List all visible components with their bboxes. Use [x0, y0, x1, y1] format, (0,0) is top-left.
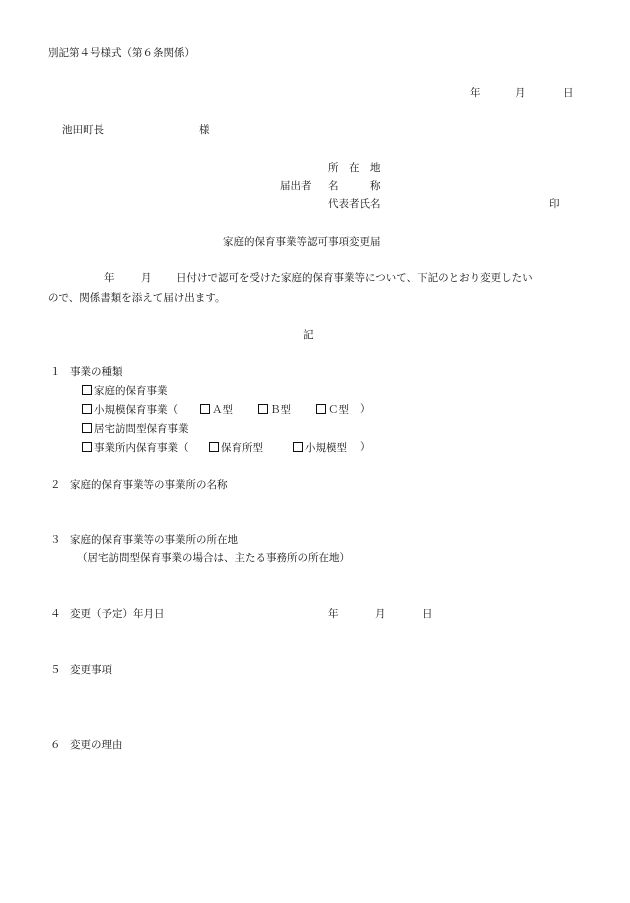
document-title: 家庭的保育事業等認可事項変更届 — [223, 236, 381, 248]
date-month: 月 — [515, 87, 526, 99]
checkbox-small-scale[interactable] — [82, 404, 94, 416]
representative-label: 代表者氏名 — [328, 198, 381, 210]
business-type-option-family — [82, 385, 168, 397]
option-small-scale-label: 小規模保育事業（ — [94, 404, 178, 416]
type-a-label: Ａ型 — [212, 404, 233, 416]
item6-number: ６ — [50, 739, 61, 751]
workplace-type-nursery — [209, 442, 263, 454]
checkbox-home-visit[interactable] — [82, 423, 94, 435]
ki-heading: 記 — [303, 329, 314, 341]
small-type-a — [200, 404, 233, 416]
checkbox-family-care[interactable] — [82, 385, 94, 397]
item4-month: 月 — [375, 608, 386, 620]
type-b-label: Ｂ型 — [270, 404, 291, 416]
body-year: 年 — [104, 272, 115, 284]
item1-label: 事業の種類 — [70, 366, 123, 378]
item4-day: 日 — [422, 608, 433, 620]
option-family-care-label: 家庭的保育事業 — [94, 385, 168, 397]
option-workplace-label: 事業所内保育事業（ — [94, 442, 189, 454]
nursery-type-label: 保育所型 — [221, 442, 263, 454]
business-type-option-workplace — [82, 442, 189, 454]
checkbox-workplace[interactable] — [82, 442, 94, 454]
type-c-label: Ｃ型 — [328, 404, 349, 416]
small-type-c — [316, 404, 349, 416]
date-year: 年 — [470, 87, 481, 99]
item5-label: 変更事項 — [70, 664, 112, 676]
item4-number: ４ — [50, 608, 61, 620]
item6-label: 変更の理由 — [70, 739, 123, 751]
name-label: 名 称 — [328, 180, 381, 192]
item2-label: 家庭的保育事業等の事業所の名称 — [70, 479, 228, 491]
body-text-line2: ので、関係書類を添えて届け出ます。 — [48, 292, 226, 304]
addressee-honorific: 様 — [199, 124, 210, 136]
checkbox-type-a[interactable] — [200, 404, 212, 416]
checkbox-type-b[interactable] — [258, 404, 270, 416]
workplace-close-paren: ） — [360, 441, 371, 453]
body-month: 月 — [141, 272, 152, 284]
small-type-b — [258, 404, 291, 416]
checkbox-nursery-type[interactable] — [209, 442, 221, 454]
checkbox-type-c[interactable] — [316, 404, 328, 416]
item3-number: ３ — [50, 534, 61, 546]
small-type-label: 小規模型 — [305, 442, 347, 454]
item3-note: （居宅訪問型保育事業の場合は、主たる事務所の所在地） — [77, 552, 350, 564]
item3-label: 家庭的保育事業等の事業所の所在地 — [70, 534, 238, 546]
workplace-type-small — [293, 442, 347, 454]
item1-number: １ — [50, 366, 61, 378]
date-day: 日 — [563, 87, 574, 99]
checkbox-small-type[interactable] — [293, 442, 305, 454]
business-type-option-small — [82, 404, 178, 416]
form-label: 別記第４号様式（第６条関係） — [48, 47, 195, 59]
body-text-line1: 日付けで認可を受けた家庭的保育事業等について、下記のとおり変更したい — [176, 272, 533, 284]
seal-mark: 印 — [549, 198, 560, 210]
item2-number: ２ — [50, 479, 61, 491]
addressee-name: 池田町長 — [62, 124, 104, 136]
applicant-heading: 届出者 — [280, 180, 312, 192]
business-type-option-home-visit — [82, 423, 189, 435]
item4-label: 変更（予定）年月日 — [70, 608, 165, 620]
address-label: 所 在 地 — [328, 162, 381, 174]
small-close-paren: ） — [360, 403, 371, 415]
option-home-visit-label: 居宅訪問型保育事業 — [94, 423, 189, 435]
item5-number: ５ — [50, 664, 61, 676]
item4-year: 年 — [328, 608, 339, 620]
